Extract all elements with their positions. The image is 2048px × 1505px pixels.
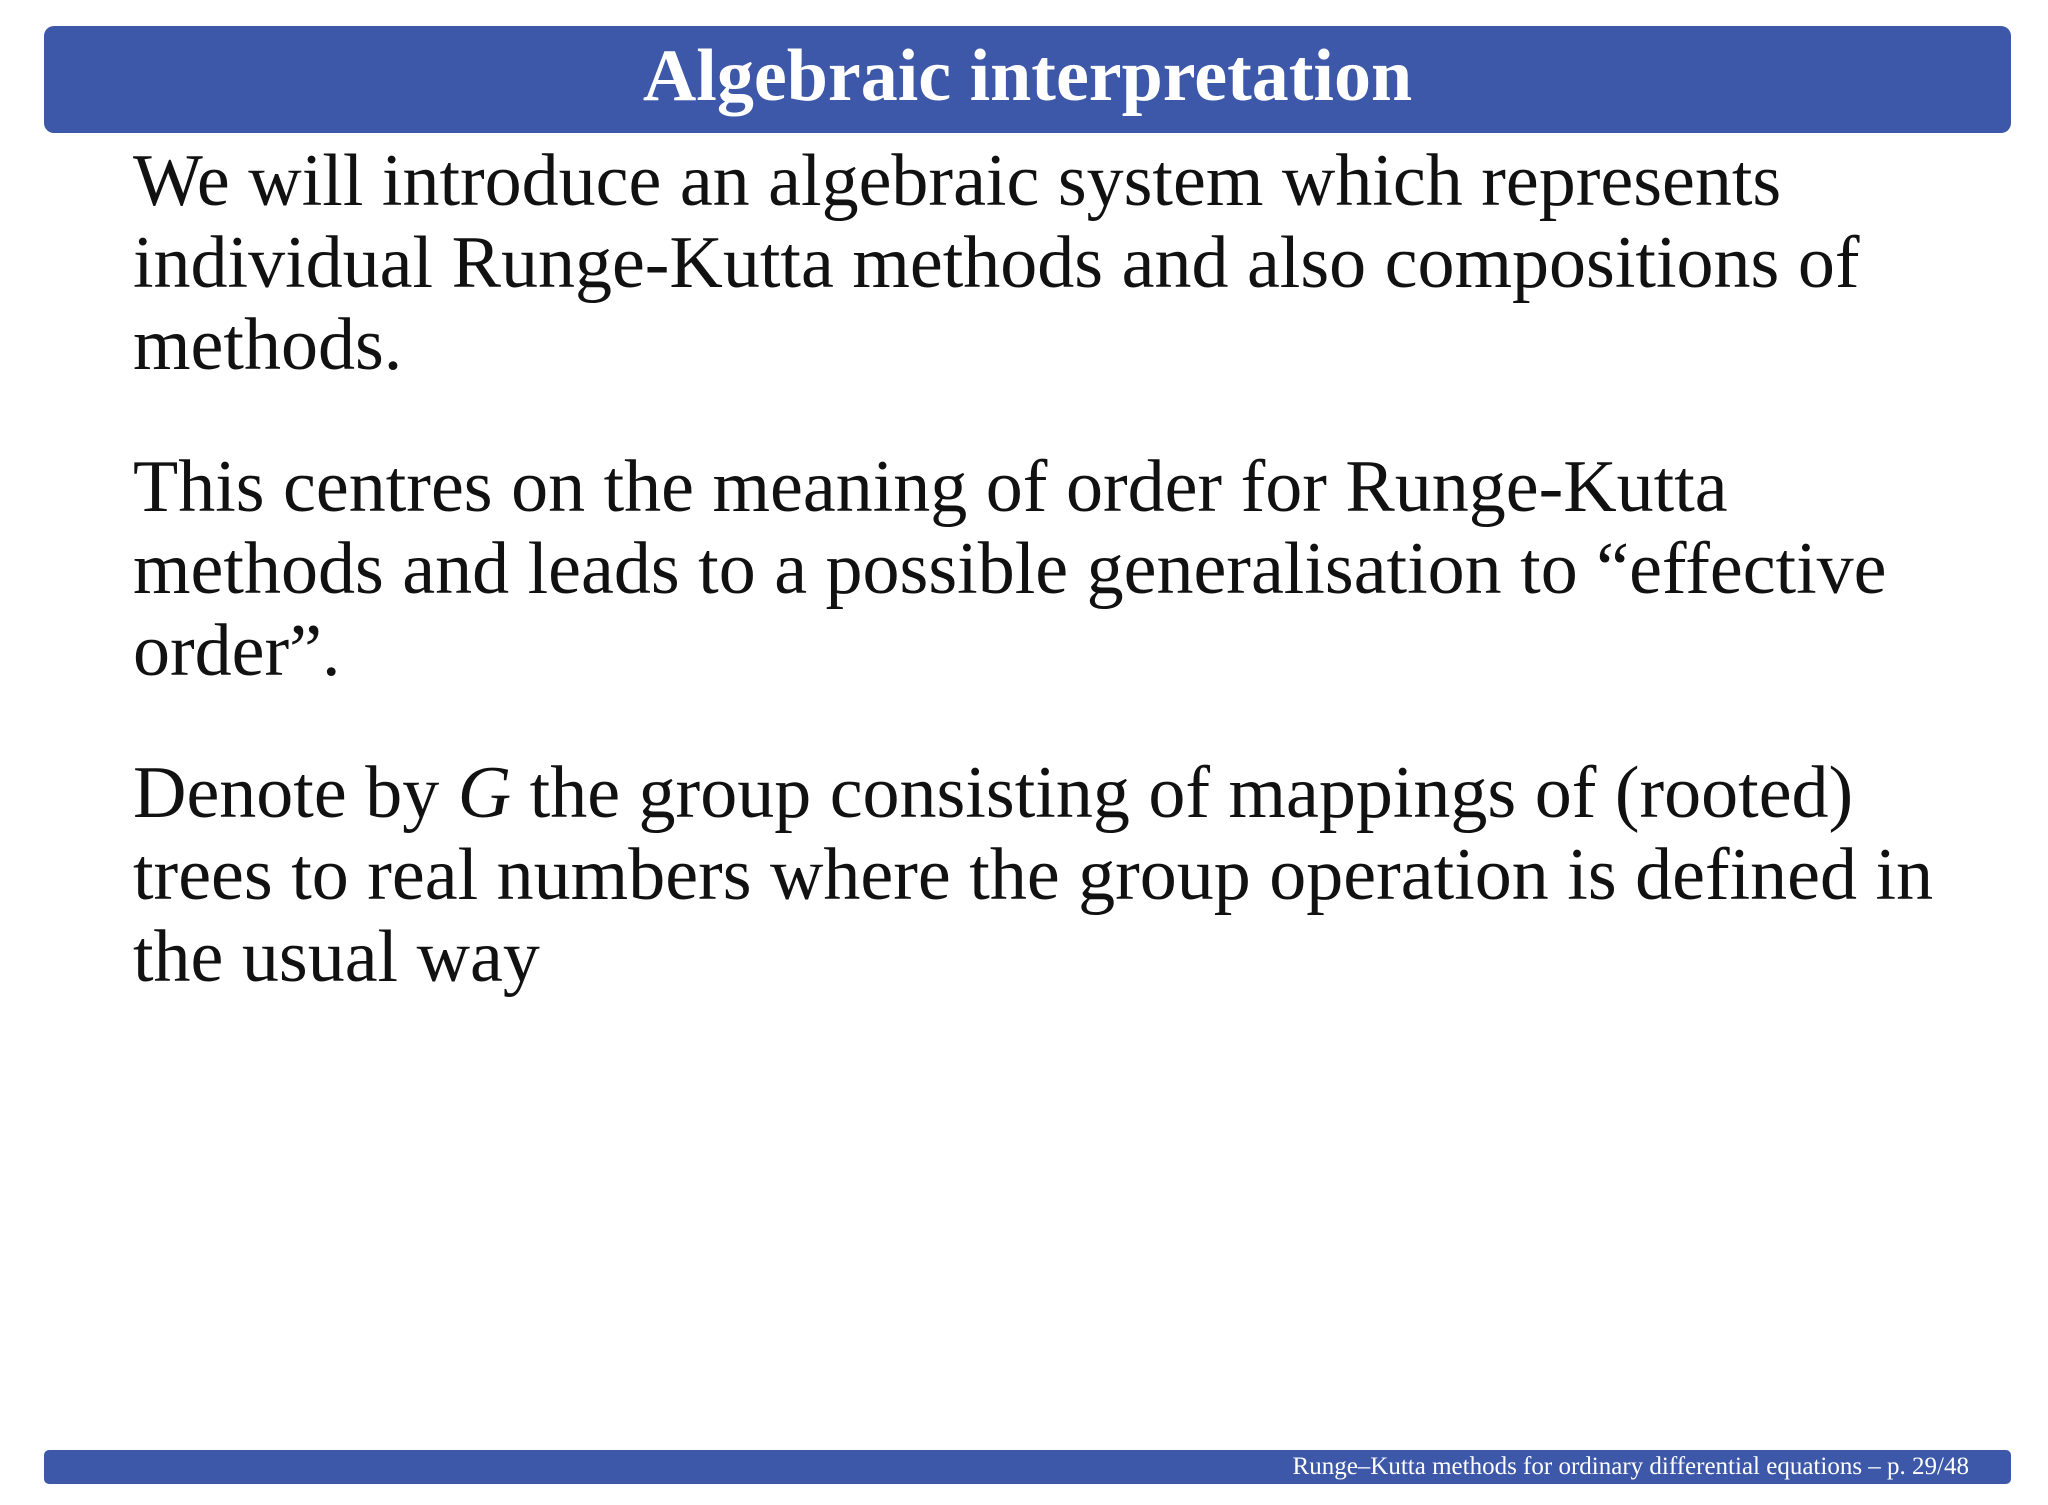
paragraph-1: We will introduce an algebraic system which represents individual Runge-Kutta methods and also compositions of methods. (133, 140, 1860, 386)
math-variable-g: G (457, 752, 512, 834)
slide-content (133, 140, 1973, 998)
title-bar (44, 26, 2011, 133)
paragraph-3-start: Denote by (133, 752, 458, 834)
footer-text: Runge–Kutta methods for ordinary differential equations – p. 29/48 (1292, 1453, 1969, 1480)
paragraph-3-end: the group consisting of mappings of (rooted) trees to real numbers where the group operation is defined in the usual way (133, 752, 1934, 998)
slide-title: Algebraic interpretation (642, 34, 1413, 117)
paragraph-3 (133, 752, 1973, 998)
footer-bar (44, 1450, 2011, 1484)
paragraph-2: This centres on the meaning of order for Runge-Kutta methods and leads to a possible generalisation to “effective order”. (133, 446, 1887, 692)
